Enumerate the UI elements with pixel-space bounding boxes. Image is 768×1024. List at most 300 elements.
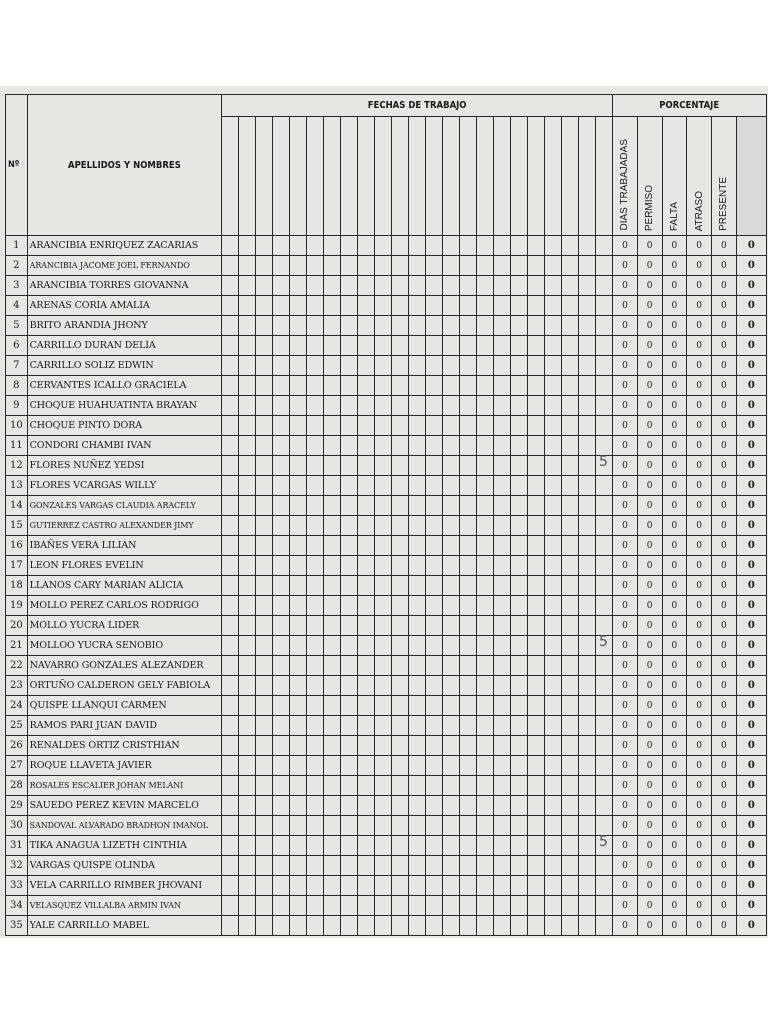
date-cell bbox=[476, 856, 494, 876]
date-cell bbox=[578, 696, 596, 716]
student-name: MOLLOO YUCRA SENOBIO bbox=[27, 636, 222, 656]
date-cell bbox=[374, 356, 392, 376]
date-cell bbox=[222, 696, 238, 716]
percent-cell: 0 bbox=[736, 356, 766, 376]
date-cell bbox=[324, 636, 340, 656]
date-cell bbox=[306, 556, 324, 576]
date-cell bbox=[222, 756, 238, 776]
date-cell bbox=[222, 816, 238, 836]
date-cell bbox=[578, 716, 596, 736]
date-cell bbox=[238, 556, 256, 576]
date-cell bbox=[238, 696, 256, 716]
date-cell bbox=[374, 436, 392, 456]
date-cell bbox=[460, 856, 476, 876]
date-cell bbox=[494, 716, 510, 736]
student-name: CHOQUE HUAHUATINTA BRAYAN bbox=[27, 396, 222, 416]
date-cell bbox=[544, 856, 562, 876]
percent-cell: 0 bbox=[637, 836, 662, 856]
date-cell bbox=[306, 636, 324, 656]
date-cell bbox=[256, 616, 272, 636]
percent-cell: 0 bbox=[662, 456, 687, 476]
date-cell bbox=[562, 316, 578, 336]
date-cell bbox=[222, 896, 238, 916]
date-cell bbox=[340, 616, 358, 636]
date-cell bbox=[544, 316, 562, 336]
date-cell bbox=[510, 876, 528, 896]
date-cell bbox=[494, 556, 510, 576]
date-cell bbox=[256, 296, 272, 316]
percent-cell: 0 bbox=[687, 676, 712, 696]
percent-cell: 0 bbox=[613, 876, 638, 896]
date-cell bbox=[340, 856, 358, 876]
date-cell bbox=[256, 356, 272, 376]
date-cell bbox=[340, 556, 358, 576]
date-cell bbox=[442, 596, 460, 616]
date-cell bbox=[476, 756, 494, 776]
percent-cell: 0 bbox=[662, 836, 687, 856]
date-cell bbox=[494, 296, 510, 316]
percent-cell: 0 bbox=[637, 496, 662, 516]
date-cell bbox=[408, 396, 426, 416]
percent-cell: 0 bbox=[736, 296, 766, 316]
date-cell bbox=[476, 456, 494, 476]
percent-cell: 0 bbox=[662, 616, 687, 636]
date-cell bbox=[578, 376, 596, 396]
date-cell bbox=[324, 776, 340, 796]
percent-cell: 0 bbox=[637, 536, 662, 556]
date-cell bbox=[392, 356, 408, 376]
date-cell bbox=[272, 456, 290, 476]
date-cell bbox=[596, 776, 613, 796]
date-cell bbox=[476, 296, 494, 316]
percent-cell: 0 bbox=[687, 256, 712, 276]
date-cell bbox=[408, 296, 426, 316]
percent-cell: 0 bbox=[662, 796, 687, 816]
date-cell bbox=[460, 416, 476, 436]
date-cell bbox=[426, 496, 442, 516]
date-cell bbox=[460, 756, 476, 776]
date-cell bbox=[306, 836, 324, 856]
date-cell bbox=[510, 756, 528, 776]
date-cell bbox=[528, 596, 544, 616]
date-cell bbox=[392, 476, 408, 496]
percent-column-header: PERMISO bbox=[637, 117, 662, 236]
percent-cell: 0 bbox=[662, 776, 687, 796]
date-cell bbox=[256, 416, 272, 436]
date-cell bbox=[392, 496, 408, 516]
date-cell bbox=[238, 316, 256, 336]
date-cell bbox=[562, 576, 578, 596]
date-cell bbox=[222, 616, 238, 636]
date-cell bbox=[510, 456, 528, 476]
date-cell bbox=[476, 676, 494, 696]
percent-cell: 0 bbox=[712, 596, 737, 616]
date-cell bbox=[476, 596, 494, 616]
student-name: SANDOVAL ALVARADO BRADHON IMANOL bbox=[27, 816, 222, 836]
date-cell bbox=[544, 636, 562, 656]
date-cell bbox=[238, 276, 256, 296]
date-cell bbox=[442, 636, 460, 656]
date-cell bbox=[494, 236, 510, 256]
date-cell bbox=[324, 816, 340, 836]
percent-cell: 0 bbox=[687, 376, 712, 396]
date-cell bbox=[222, 856, 238, 876]
date-cell bbox=[256, 576, 272, 596]
date-cell bbox=[494, 376, 510, 396]
date-cell bbox=[408, 796, 426, 816]
percent-cell: 0 bbox=[662, 636, 687, 656]
row-number: 19 bbox=[6, 596, 28, 616]
date-cell bbox=[596, 516, 613, 536]
date-cell bbox=[238, 296, 256, 316]
date-cell bbox=[238, 676, 256, 696]
date-cell bbox=[392, 296, 408, 316]
date-cell bbox=[408, 416, 426, 436]
date-cell bbox=[272, 256, 290, 276]
percent-cell: 0 bbox=[736, 236, 766, 256]
date-cell bbox=[476, 236, 494, 256]
date-column-header bbox=[442, 117, 460, 236]
date-cell bbox=[460, 276, 476, 296]
date-cell bbox=[562, 476, 578, 496]
date-cell bbox=[442, 736, 460, 756]
percent-cell: 0 bbox=[736, 836, 766, 856]
table-row bbox=[6, 696, 767, 716]
percent-cell: 0 bbox=[613, 536, 638, 556]
date-cell bbox=[290, 616, 306, 636]
student-name: CONDORI CHAMBI IVAN bbox=[27, 436, 222, 456]
date-cell bbox=[562, 776, 578, 796]
date-cell bbox=[442, 516, 460, 536]
percent-cell: 0 bbox=[712, 536, 737, 556]
date-cell bbox=[222, 596, 238, 616]
percent-cell: 0 bbox=[736, 676, 766, 696]
date-cell bbox=[528, 456, 544, 476]
percent-cell: 0 bbox=[613, 636, 638, 656]
percent-cell: 0 bbox=[736, 376, 766, 396]
date-cell bbox=[340, 656, 358, 676]
date-cell bbox=[510, 476, 528, 496]
date-cell bbox=[256, 816, 272, 836]
date-cell bbox=[442, 276, 460, 296]
date-cell bbox=[306, 616, 324, 636]
percent-cell: 0 bbox=[736, 696, 766, 716]
date-cell bbox=[374, 496, 392, 516]
percent-cell: 0 bbox=[637, 236, 662, 256]
date-cell bbox=[596, 576, 613, 596]
date-cell bbox=[358, 616, 374, 636]
date-cell bbox=[408, 916, 426, 936]
date-cell bbox=[306, 716, 324, 736]
date-cell bbox=[494, 476, 510, 496]
date-cell bbox=[324, 416, 340, 436]
date-cell bbox=[442, 336, 460, 356]
percent-cell: 0 bbox=[687, 856, 712, 876]
percent-cell: 0 bbox=[712, 776, 737, 796]
date-cell bbox=[392, 676, 408, 696]
percent-cell: 0 bbox=[736, 316, 766, 336]
date-cell bbox=[374, 876, 392, 896]
date-cell bbox=[408, 556, 426, 576]
percent-cell: 0 bbox=[613, 896, 638, 916]
header-names: APELLIDOS Y NOMBRES bbox=[42, 95, 208, 236]
date-cell bbox=[340, 816, 358, 836]
date-cell bbox=[476, 776, 494, 796]
date-cell bbox=[544, 556, 562, 576]
date-cell bbox=[476, 496, 494, 516]
percent-cell: 0 bbox=[637, 596, 662, 616]
date-cell bbox=[562, 736, 578, 756]
date-cell bbox=[408, 756, 426, 776]
percent-cell: 0 bbox=[712, 296, 737, 316]
date-cell bbox=[374, 836, 392, 856]
percent-cell: 0 bbox=[662, 656, 687, 676]
date-cell bbox=[528, 836, 544, 856]
percent-cell: 0 bbox=[613, 476, 638, 496]
date-cell bbox=[408, 776, 426, 796]
date-cell bbox=[596, 856, 613, 876]
date-cell bbox=[290, 456, 306, 476]
date-cell bbox=[256, 516, 272, 536]
date-cell bbox=[358, 716, 374, 736]
date-cell bbox=[358, 376, 374, 396]
row-number: 13 bbox=[6, 476, 28, 496]
date-cell bbox=[596, 916, 613, 936]
date-cell bbox=[544, 236, 562, 256]
date-cell bbox=[358, 696, 374, 716]
date-cell bbox=[460, 496, 476, 516]
date-cell bbox=[596, 696, 613, 716]
percent-cell: 0 bbox=[712, 816, 737, 836]
date-cell bbox=[340, 316, 358, 336]
date-cell bbox=[272, 616, 290, 636]
date-cell bbox=[460, 516, 476, 536]
date-cell bbox=[324, 516, 340, 536]
date-cell bbox=[528, 716, 544, 736]
date-cell bbox=[256, 536, 272, 556]
percent-cell: 0 bbox=[662, 376, 687, 396]
percent-cell: 0 bbox=[613, 556, 638, 576]
percent-cell: 0 bbox=[662, 316, 687, 336]
date-cell bbox=[358, 796, 374, 816]
table-row bbox=[6, 656, 767, 676]
date-cell bbox=[596, 676, 613, 696]
date-cell bbox=[494, 456, 510, 476]
date-cell bbox=[272, 756, 290, 776]
date-cell bbox=[358, 596, 374, 616]
date-cell bbox=[510, 896, 528, 916]
percent-cell: 0 bbox=[662, 596, 687, 616]
date-cell bbox=[222, 456, 238, 476]
table-row bbox=[6, 536, 767, 556]
date-cell bbox=[392, 736, 408, 756]
percent-cell: 0 bbox=[687, 616, 712, 636]
student-name: YALE CARRILLO MABEL bbox=[27, 916, 222, 936]
date-column-header bbox=[494, 117, 510, 236]
date-cell bbox=[340, 716, 358, 736]
date-cell bbox=[340, 916, 358, 936]
table-row bbox=[6, 916, 767, 936]
date-cell bbox=[222, 396, 238, 416]
percent-cell: 0 bbox=[687, 536, 712, 556]
date-cell bbox=[528, 616, 544, 636]
date-cell bbox=[578, 416, 596, 436]
date-cell bbox=[238, 756, 256, 776]
percent-cell: 0 bbox=[687, 836, 712, 856]
percent-cell: 0 bbox=[613, 376, 638, 396]
date-cell bbox=[374, 236, 392, 256]
date-cell bbox=[392, 376, 408, 396]
percent-cell: 0 bbox=[637, 896, 662, 916]
date-cell bbox=[442, 676, 460, 696]
date-cell bbox=[544, 916, 562, 936]
date-cell bbox=[460, 296, 476, 316]
date-cell bbox=[510, 696, 528, 716]
student-name: IBAÑES VERA LILIAN bbox=[27, 536, 222, 556]
percent-cell: 0 bbox=[687, 696, 712, 716]
date-cell bbox=[510, 356, 528, 376]
date-cell bbox=[272, 796, 290, 816]
date-column-header bbox=[374, 117, 392, 236]
date-cell bbox=[596, 876, 613, 896]
student-name: ARENAS CORIA AMALIA bbox=[27, 296, 222, 316]
percent-cell: 0 bbox=[637, 436, 662, 456]
date-cell bbox=[392, 616, 408, 636]
percent-cell: 0 bbox=[662, 336, 687, 356]
date-cell bbox=[290, 576, 306, 596]
date-cell bbox=[256, 656, 272, 676]
date-cell bbox=[544, 476, 562, 496]
date-cell bbox=[358, 736, 374, 756]
date-cell bbox=[460, 876, 476, 896]
date-cell bbox=[562, 876, 578, 896]
percent-cell: 0 bbox=[736, 876, 766, 896]
row-number: 17 bbox=[6, 556, 28, 576]
date-cell bbox=[238, 916, 256, 936]
date-cell bbox=[306, 536, 324, 556]
header-dates: FECHAS DE TRABAJO bbox=[222, 95, 613, 117]
percent-cell: 0 bbox=[662, 696, 687, 716]
date-cell bbox=[494, 856, 510, 876]
date-cell bbox=[528, 536, 544, 556]
date-cell bbox=[426, 516, 442, 536]
date-cell bbox=[494, 876, 510, 896]
date-cell bbox=[460, 376, 476, 396]
date-cell bbox=[510, 716, 528, 736]
percent-cell: 0 bbox=[687, 476, 712, 496]
percent-cell: 0 bbox=[736, 616, 766, 636]
percent-cell: 0 bbox=[613, 296, 638, 316]
date-cell bbox=[494, 656, 510, 676]
date-cell bbox=[374, 556, 392, 576]
date-cell bbox=[494, 336, 510, 356]
table-row bbox=[6, 816, 767, 836]
percent-cell: 0 bbox=[687, 356, 712, 376]
date-cell bbox=[562, 496, 578, 516]
percent-cell: 0 bbox=[687, 876, 712, 896]
date-cell bbox=[544, 796, 562, 816]
table-row bbox=[6, 676, 767, 696]
percent-cell: 0 bbox=[613, 416, 638, 436]
date-cell bbox=[460, 256, 476, 276]
date-cell bbox=[272, 536, 290, 556]
percent-cell: 0 bbox=[712, 656, 737, 676]
date-cell bbox=[578, 356, 596, 376]
date-cell bbox=[562, 656, 578, 676]
percent-cell: 0 bbox=[662, 496, 687, 516]
date-cell bbox=[578, 396, 596, 416]
date-cell bbox=[544, 336, 562, 356]
table-row bbox=[6, 356, 767, 376]
date-cell bbox=[238, 616, 256, 636]
date-cell bbox=[392, 516, 408, 536]
date-cell bbox=[374, 856, 392, 876]
percent-cell: 0 bbox=[662, 476, 687, 496]
percent-cell: 0 bbox=[736, 536, 766, 556]
date-cell bbox=[578, 796, 596, 816]
date-cell bbox=[426, 676, 442, 696]
date-cell bbox=[290, 476, 306, 496]
date-cell bbox=[358, 776, 374, 796]
date-cell bbox=[290, 736, 306, 756]
percent-cell: 0 bbox=[662, 916, 687, 936]
date-cell bbox=[528, 316, 544, 336]
date-cell bbox=[596, 276, 613, 296]
table-row bbox=[6, 596, 767, 616]
date-cell bbox=[494, 496, 510, 516]
date-cell bbox=[374, 416, 392, 436]
row-number: 4 bbox=[6, 296, 28, 316]
date-cell bbox=[476, 516, 494, 536]
date-cell bbox=[578, 916, 596, 936]
date-cell bbox=[408, 356, 426, 376]
date-cell bbox=[324, 756, 340, 776]
row-number: 22 bbox=[6, 656, 28, 676]
date-cell bbox=[408, 816, 426, 836]
row-number: 15 bbox=[6, 516, 28, 536]
date-cell bbox=[392, 856, 408, 876]
date-cell bbox=[324, 916, 340, 936]
date-cell bbox=[562, 376, 578, 396]
date-cell bbox=[562, 696, 578, 716]
percent-cell: 0 bbox=[687, 436, 712, 456]
row-number: 21 bbox=[6, 636, 28, 656]
date-cell bbox=[408, 536, 426, 556]
date-cell bbox=[408, 276, 426, 296]
student-name: LEON FLORES EVELIN bbox=[27, 556, 222, 576]
date-cell bbox=[562, 816, 578, 836]
table-row bbox=[6, 876, 767, 896]
table-row bbox=[6, 296, 767, 316]
student-name: CARRILLO SOLIZ EDWIN bbox=[27, 356, 222, 376]
date-cell bbox=[374, 776, 392, 796]
date-cell bbox=[272, 776, 290, 796]
percent-cell: 0 bbox=[712, 236, 737, 256]
date-cell bbox=[510, 796, 528, 816]
date-cell bbox=[544, 716, 562, 736]
date-cell bbox=[426, 776, 442, 796]
date-cell bbox=[510, 296, 528, 316]
date-cell bbox=[358, 436, 374, 456]
date-cell bbox=[476, 916, 494, 936]
date-cell bbox=[290, 236, 306, 256]
percent-cell: 0 bbox=[687, 596, 712, 616]
date-cell bbox=[340, 836, 358, 856]
date-cell bbox=[358, 636, 374, 656]
date-cell bbox=[476, 556, 494, 576]
date-cell bbox=[374, 516, 392, 536]
date-cell bbox=[528, 356, 544, 376]
